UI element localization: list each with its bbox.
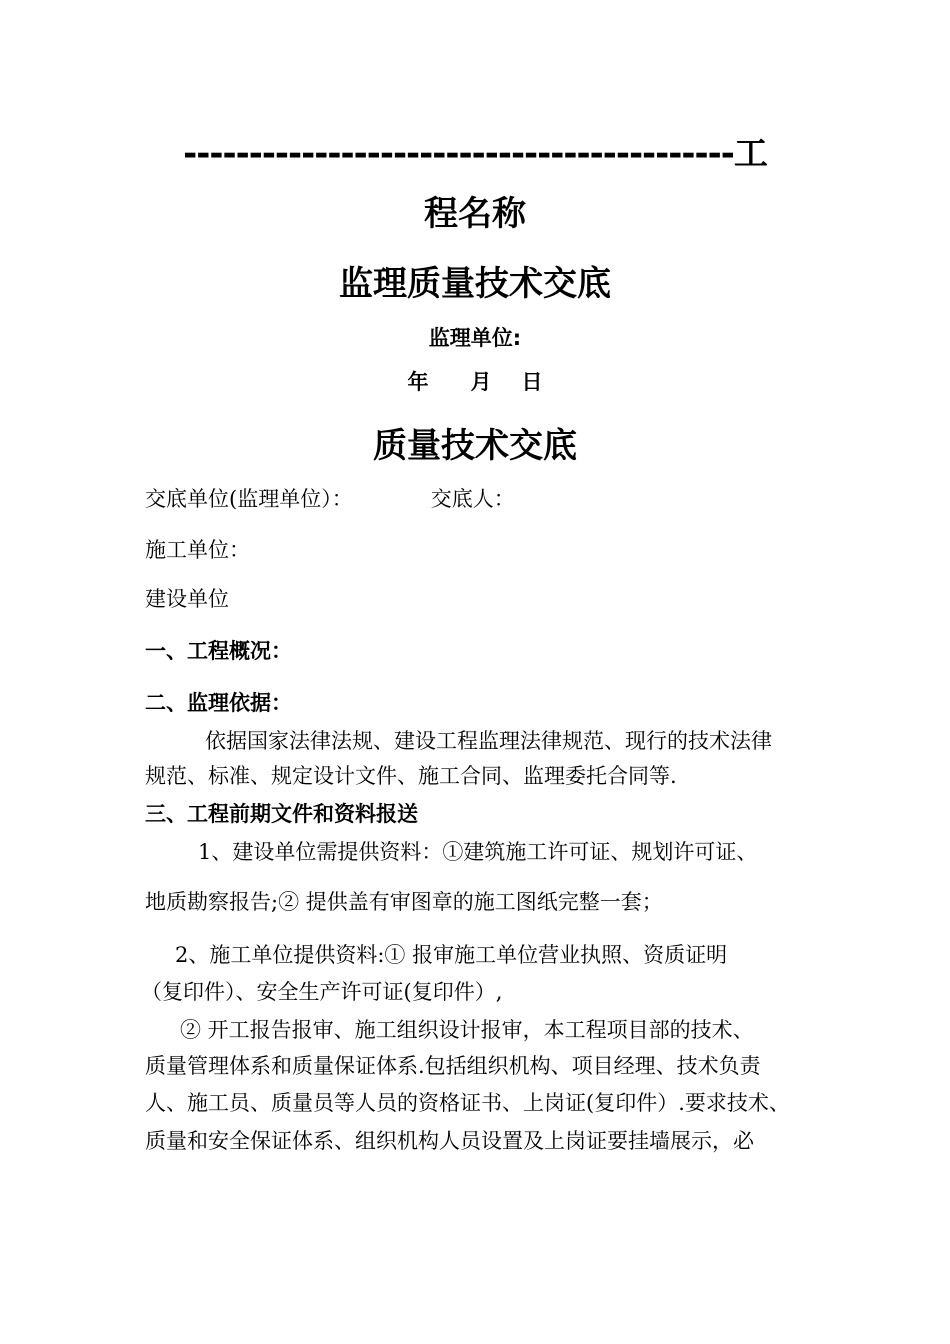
basis-paragraph-line-1: 依据国家法律法规、建设工程监理法律规范、现行的技术法律 <box>205 729 772 753</box>
heading-supervision-basis: 二、监理依据： <box>145 691 292 715</box>
item1-line-2: 地质勘察报告;② 提供盖有审图章的施工图纸完整一套； <box>145 890 663 914</box>
project-name-label: 程名称 <box>424 194 526 234</box>
item2-line-6: 质量和安全保证体系、组织机构人员设置及上岗证要挂墙展示，必 <box>145 1129 754 1153</box>
handover-unit-label: 交底单位(监理单位）： <box>145 487 353 511</box>
date-day: 日 <box>521 370 543 394</box>
date-line <box>0 366 950 396</box>
date-year: 年 <box>407 370 429 394</box>
handover-person-label: 交底人： <box>430 487 515 511</box>
heading-preliminary-documents: 三、工程前期文件和资料报送 <box>145 802 418 826</box>
item2-line-4: 质量管理体系和质量保证体系.包括组织机构、项目经理、技术负责 <box>145 1054 761 1078</box>
item2-line-1: 2、施工单位提供资料:① 报审施工单位营业执照、资质证明 <box>175 943 728 967</box>
item2-line-2: （复印件）、安全生产许可证(复印件）, <box>141 980 503 1004</box>
section-title: 质量技术交底 <box>373 426 577 466</box>
handover-line <box>145 483 515 513</box>
item1-line-1: 1、建设单位需提供资料：①建筑施工许可证、规划许可证、 <box>198 840 758 864</box>
project-name-dash-line: ------------------------------------------工 <box>183 134 767 174</box>
date-month: 月 <box>470 370 492 394</box>
construction-unit-label: 施工单位： <box>145 538 250 562</box>
supervisor-unit-label: 监理单位: <box>428 326 522 350</box>
basis-paragraph-line-2: 规范、标准、规定设计文件、施工合同、监理委托合同等. <box>145 764 677 788</box>
main-title: 监理质量技术交底 <box>339 264 611 304</box>
item2-line-3: ② 开工报告报审、施工组织设计报审，本工程项目部的技术、 <box>180 1018 754 1042</box>
owner-unit-label: 建设单位 <box>145 587 229 611</box>
item2-line-5: 人、施工员、质量员等人员的资格证书、上岗证(复印件）.要求技术、 <box>145 1091 790 1115</box>
heading-project-overview: 一、工程概况： <box>145 639 292 663</box>
